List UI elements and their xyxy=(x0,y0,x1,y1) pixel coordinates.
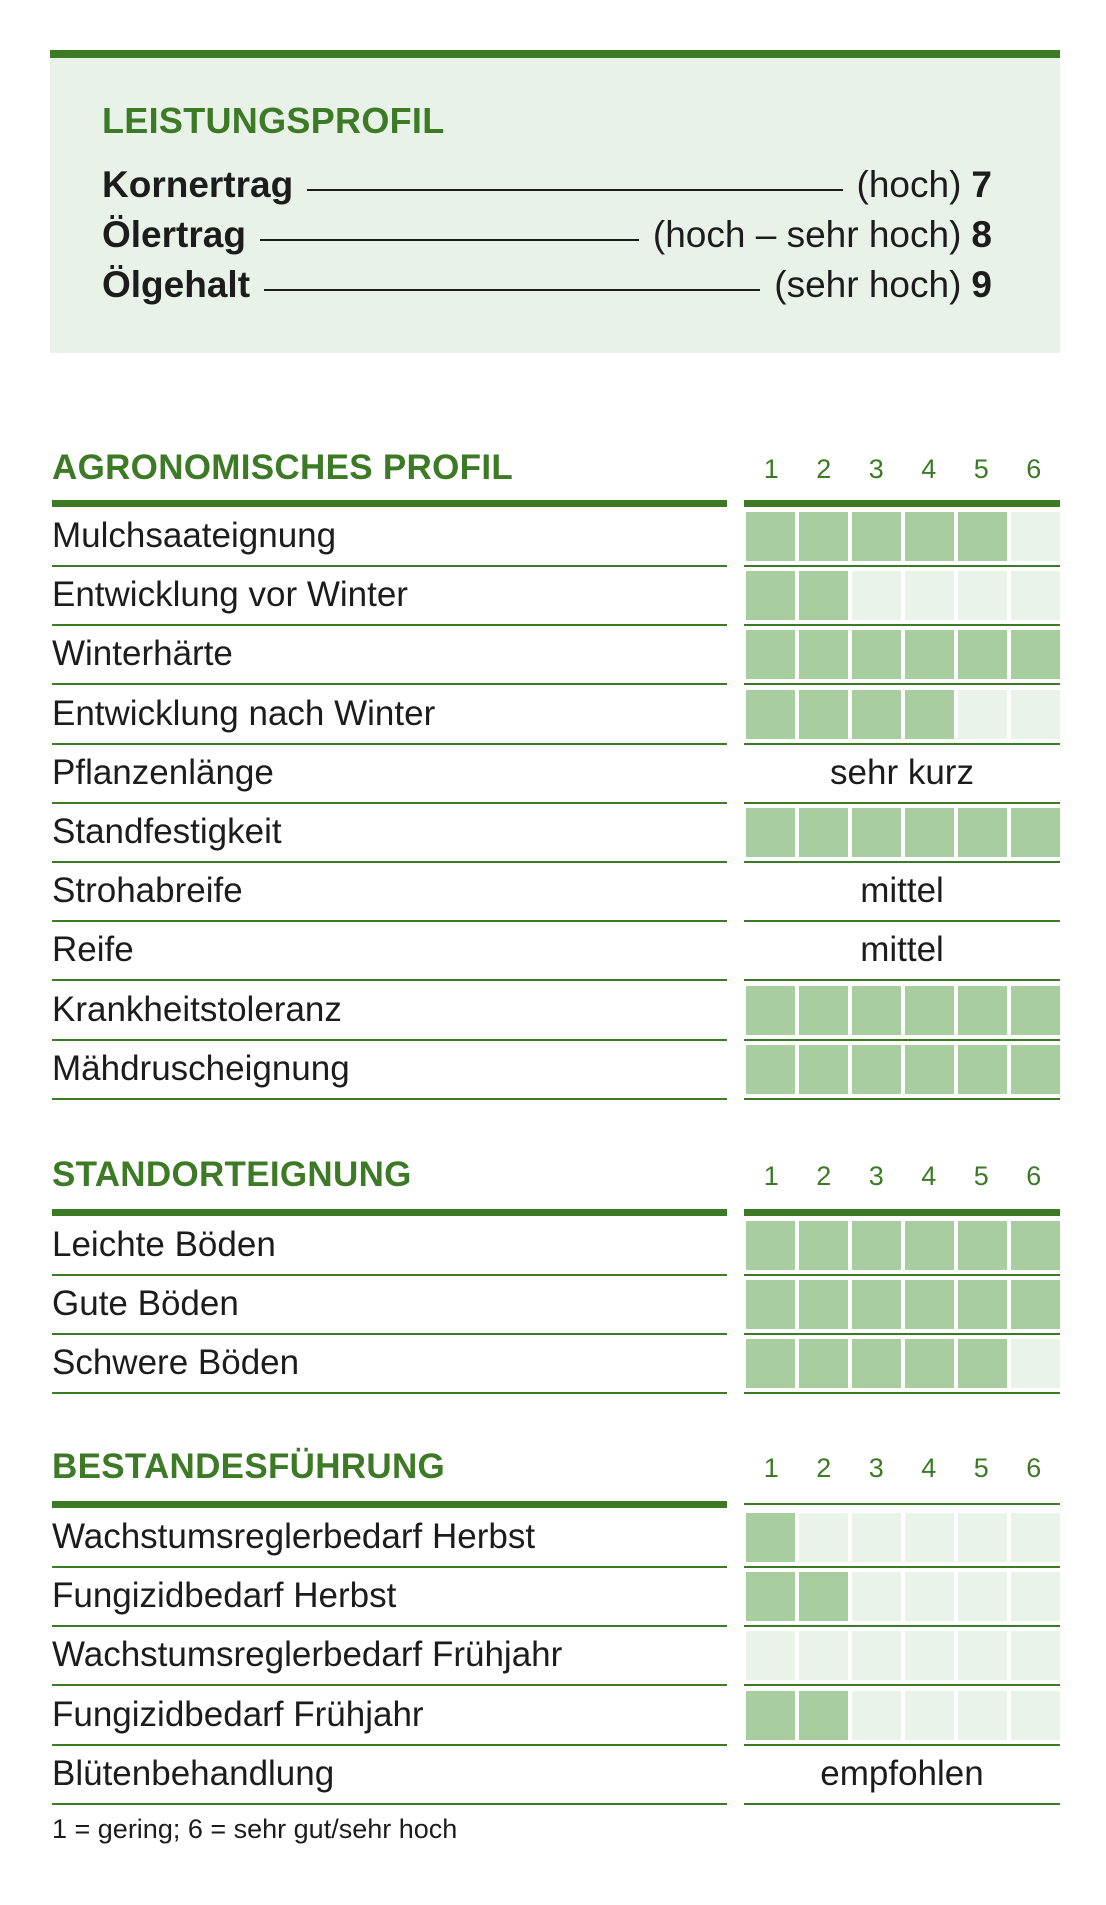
rating-cell xyxy=(905,1572,954,1621)
rating-cell xyxy=(1011,630,1060,679)
rating-cell xyxy=(958,986,1007,1035)
rating-row xyxy=(52,1217,1060,1276)
lp-score: 9 xyxy=(971,264,992,305)
rating-cell xyxy=(905,1045,954,1094)
rating-cells xyxy=(746,690,1060,739)
rating-cell xyxy=(852,1513,901,1562)
rating-cell xyxy=(958,1045,1007,1094)
rating-row xyxy=(52,686,1060,745)
rating-cell xyxy=(905,571,954,620)
rating-cell xyxy=(746,1280,795,1329)
rating-cells xyxy=(746,571,1060,620)
rating-row xyxy=(52,982,1060,1041)
row-text-value: empfohlen xyxy=(820,1753,984,1793)
row-label: Blütenbehandlung xyxy=(52,1753,335,1793)
row-label: Winterhärte xyxy=(52,634,233,674)
row-rule xyxy=(52,1392,727,1394)
rating-row xyxy=(52,508,1060,567)
rating-cells xyxy=(746,1513,1060,1562)
scale-label: 3 xyxy=(868,1161,884,1191)
rating-row xyxy=(52,1568,1060,1627)
rating-cell xyxy=(958,1631,1007,1680)
section-rule xyxy=(52,1209,727,1216)
row-text-value: sehr kurz xyxy=(830,752,974,792)
rating-row xyxy=(52,922,1060,981)
lp-leader-line xyxy=(264,289,760,291)
rating-cell xyxy=(746,1691,795,1740)
rating-cell xyxy=(1011,512,1060,561)
rating-cell xyxy=(1011,1513,1060,1562)
rating-cell xyxy=(958,1572,1007,1621)
rating-cell xyxy=(799,1045,848,1094)
rating-row xyxy=(52,626,1060,685)
rating-cell xyxy=(799,512,848,561)
lp-name: Ölgehalt xyxy=(102,264,251,305)
rating-cells xyxy=(746,1045,1060,1094)
scale-header xyxy=(745,1161,1060,1192)
rating-cell xyxy=(905,1221,954,1270)
lp-rating: (hoch – sehr hoch) xyxy=(652,214,962,255)
rating-cell xyxy=(746,1631,795,1680)
rating-cell xyxy=(799,690,848,739)
rating-cell xyxy=(1011,1631,1060,1680)
lp-leader-line xyxy=(260,239,639,241)
scale-label: 6 xyxy=(1026,454,1042,484)
leistungsprofil-title: LEISTUNGSPROFIL xyxy=(102,100,445,141)
lp-name: Ölertrag xyxy=(102,214,246,255)
rating-cell xyxy=(1011,1339,1060,1388)
rating-cells xyxy=(746,808,1060,857)
rating-cells xyxy=(746,1691,1060,1740)
row-rule xyxy=(52,1803,727,1805)
scale-label: 4 xyxy=(921,1453,937,1483)
rating-cell xyxy=(852,1221,901,1270)
rating-cell xyxy=(746,1339,795,1388)
scale-label: 3 xyxy=(868,454,884,484)
row-rule-scale xyxy=(744,1392,1060,1394)
rating-cells xyxy=(746,512,1060,561)
scale-header xyxy=(745,1453,1060,1484)
row-label: Mähdruscheignung xyxy=(52,1048,350,1088)
scale-label: 1 xyxy=(763,1161,779,1191)
rating-cell xyxy=(905,512,954,561)
row-rule xyxy=(52,1098,727,1100)
rating-row xyxy=(52,745,1060,804)
lp-rating: (sehr hoch) xyxy=(774,264,962,305)
rating-cell xyxy=(746,986,795,1035)
rating-cell xyxy=(905,630,954,679)
section-title: STANDORTEIGNUNG xyxy=(52,1155,412,1194)
rating-cell xyxy=(799,1631,848,1680)
section-title: BESTANDESFÜHRUNG xyxy=(52,1447,446,1486)
section-rule-scale xyxy=(744,1209,1060,1216)
row-text-value: mittel xyxy=(860,871,944,911)
leistungsprofil-box xyxy=(50,50,1060,353)
rating-cell xyxy=(746,571,795,620)
rating-cell xyxy=(852,1280,901,1329)
rating-row xyxy=(52,567,1060,626)
rating-row xyxy=(52,1335,1060,1394)
rating-cell xyxy=(799,571,848,620)
scale-header xyxy=(745,454,1060,485)
row-label: Standfestigkeit xyxy=(52,812,282,851)
row-label: Reife xyxy=(52,930,134,970)
lp-row-kornertrag xyxy=(102,164,992,216)
scale-label: 5 xyxy=(973,1453,989,1483)
lp-name: Kornertrag xyxy=(102,164,294,205)
scale-label: 5 xyxy=(973,1161,989,1191)
scale-label: 5 xyxy=(973,454,989,484)
rating-cell xyxy=(1011,1691,1060,1740)
row-label: Pflanzenlänge xyxy=(52,752,274,792)
section-rule-scale xyxy=(744,500,1060,507)
row-label: Fungizidbedarf Herbst xyxy=(52,1576,397,1616)
footnote: 1 = gering; 6 = sehr gut/sehr hoch xyxy=(52,1814,458,1844)
lp-row-oelgehalt xyxy=(102,264,992,316)
rating-cell xyxy=(905,808,954,857)
rating-cell xyxy=(905,1631,954,1680)
rating-cell xyxy=(799,1572,848,1621)
rating-cell xyxy=(799,1513,848,1562)
rating-row xyxy=(52,1509,1060,1568)
rating-cell xyxy=(905,690,954,739)
rating-cell xyxy=(746,1045,795,1094)
rating-cell xyxy=(852,571,901,620)
rating-cell xyxy=(905,986,954,1035)
rating-cell xyxy=(1011,1280,1060,1329)
row-label: Leichte Böden xyxy=(52,1225,276,1264)
rating-row xyxy=(52,1041,1060,1100)
scale-label: 2 xyxy=(816,1161,832,1191)
lp-rating: (hoch) xyxy=(856,164,962,205)
rating-cell xyxy=(852,630,901,679)
rating-cell xyxy=(905,1691,954,1740)
rating-cell xyxy=(852,1572,901,1621)
rating-cell xyxy=(799,986,848,1035)
lp-score: 7 xyxy=(971,164,992,205)
rating-cells xyxy=(746,986,1060,1035)
rating-cell xyxy=(746,808,795,857)
rating-cell xyxy=(799,1221,848,1270)
rating-cell xyxy=(852,986,901,1035)
row-rule-scale xyxy=(744,1098,1060,1100)
rating-cell xyxy=(799,1691,848,1740)
rating-cell xyxy=(746,512,795,561)
row-label: Gute Böden xyxy=(52,1284,239,1324)
rating-row xyxy=(52,804,1060,863)
rating-row xyxy=(52,863,1060,922)
rating-cell xyxy=(958,1280,1007,1329)
rating-cell xyxy=(852,1045,901,1094)
rating-row xyxy=(52,1687,1060,1746)
row-label: Krankheitstoleranz xyxy=(52,989,342,1029)
scale-label: 4 xyxy=(921,1161,937,1191)
scale-label: 2 xyxy=(816,454,832,484)
section-rule xyxy=(52,500,727,507)
rating-cell xyxy=(799,630,848,679)
rating-cell xyxy=(1011,986,1060,1035)
lp-leader-line xyxy=(307,189,842,191)
rating-cell xyxy=(746,1572,795,1621)
row-label: Strohabreife xyxy=(52,871,243,911)
rating-cell xyxy=(1011,808,1060,857)
section-rule xyxy=(52,1501,727,1508)
rating-cell xyxy=(1011,1572,1060,1621)
scale-label: 1 xyxy=(763,454,779,484)
rating-cells xyxy=(746,1572,1060,1621)
row-label: Fungizidbedarf Frühjahr xyxy=(52,1694,424,1734)
row-label: Mulchsaateignung xyxy=(52,516,337,555)
scale-label: 6 xyxy=(1026,1453,1042,1483)
row-label: Entwicklung vor Winter xyxy=(52,575,408,615)
rating-cell xyxy=(852,690,901,739)
row-label: Entwicklung nach Winter xyxy=(52,693,436,733)
rating-cell xyxy=(852,512,901,561)
rating-cells xyxy=(746,1339,1060,1388)
rating-row xyxy=(52,1627,1060,1686)
rating-cell xyxy=(958,1513,1007,1562)
scale-label: 3 xyxy=(868,1453,884,1483)
rating-cell xyxy=(905,1513,954,1562)
rating-cell xyxy=(958,1691,1007,1740)
row-label: Wachstumsreglerbedarf Frühjahr xyxy=(52,1635,563,1675)
rating-cell xyxy=(799,1280,848,1329)
scale-label: 2 xyxy=(816,1453,832,1483)
rating-cell xyxy=(852,1339,901,1388)
rating-cell xyxy=(958,1339,1007,1388)
rating-cells xyxy=(746,1280,1060,1329)
scale-label: 1 xyxy=(763,1453,779,1483)
row-label: Schwere Böden xyxy=(52,1343,300,1383)
rating-cell xyxy=(799,808,848,857)
rating-cells xyxy=(746,630,1060,679)
rating-cell xyxy=(905,1280,954,1329)
rating-cell xyxy=(958,571,1007,620)
rating-cell xyxy=(1011,1045,1060,1094)
rating-cell xyxy=(958,808,1007,857)
rating-cell xyxy=(746,630,795,679)
section-title: AGRONOMISCHES PROFIL xyxy=(52,448,514,487)
row-rule-scale xyxy=(744,1803,1060,1805)
row-label: Wachstumsreglerbedarf Herbst xyxy=(52,1517,536,1556)
rating-cell xyxy=(905,1339,954,1388)
rating-cells xyxy=(746,1631,1060,1680)
rating-cell xyxy=(852,808,901,857)
rating-cell xyxy=(746,1513,795,1562)
lp-score: 8 xyxy=(971,214,992,255)
rating-cell xyxy=(746,690,795,739)
rating-cell xyxy=(852,1691,901,1740)
rating-cell xyxy=(746,1221,795,1270)
rating-cell xyxy=(958,630,1007,679)
rating-cell xyxy=(1011,1221,1060,1270)
rating-row xyxy=(52,1276,1060,1335)
lp-row-oelertrag xyxy=(102,214,992,266)
rating-cell xyxy=(1011,571,1060,620)
rating-cell xyxy=(852,1631,901,1680)
scale-label: 4 xyxy=(921,454,937,484)
scale-label: 6 xyxy=(1026,1161,1042,1191)
rating-cell xyxy=(958,1221,1007,1270)
rating-cell xyxy=(799,1339,848,1388)
section-rule-scale xyxy=(744,1503,1060,1505)
rating-cell xyxy=(1011,690,1060,739)
row-text-value: mittel xyxy=(860,930,944,970)
rating-row xyxy=(52,1746,1060,1805)
rating-cell xyxy=(958,690,1007,739)
rating-cell xyxy=(958,512,1007,561)
rating-cells xyxy=(746,1221,1060,1270)
